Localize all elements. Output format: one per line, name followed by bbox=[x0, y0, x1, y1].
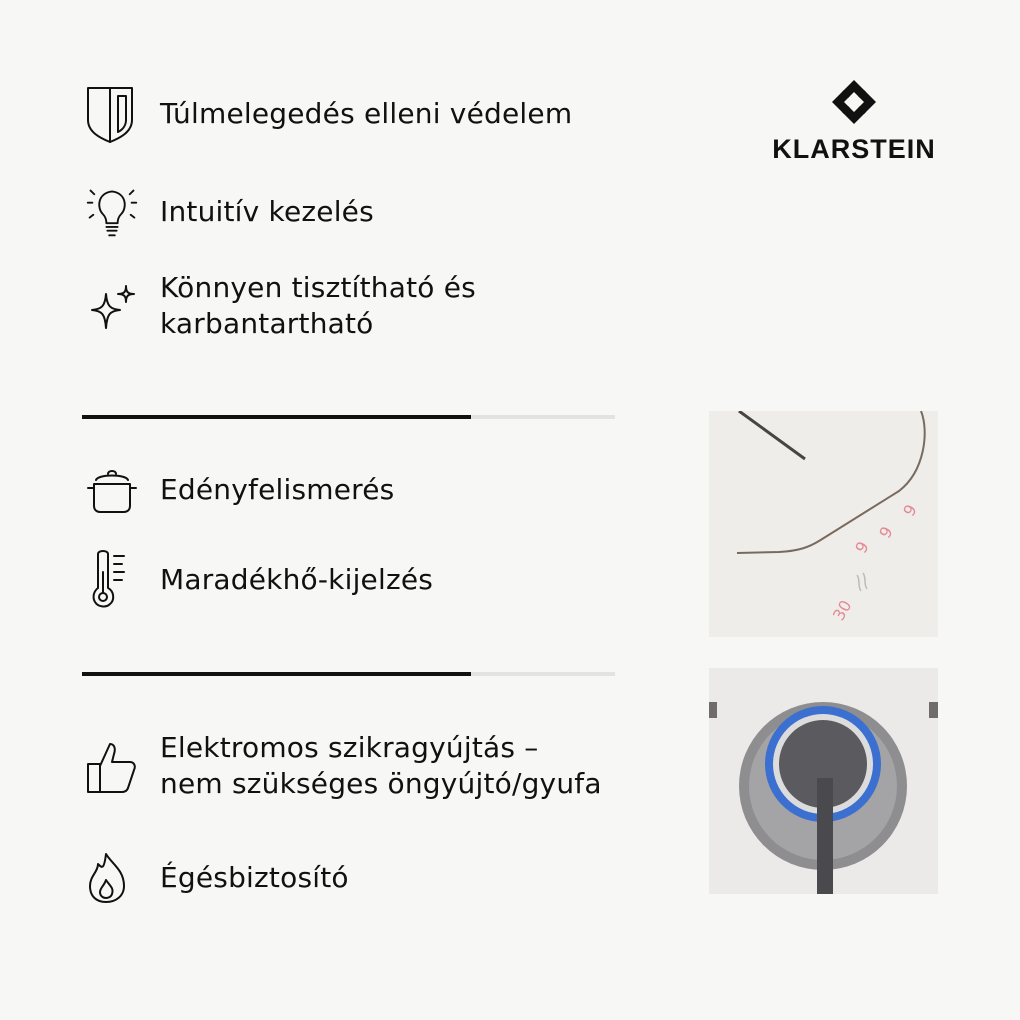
divider-progress bbox=[82, 672, 471, 676]
feature-pot-detection bbox=[84, 460, 394, 520]
feature-label: Égésbiztosító bbox=[160, 861, 349, 894]
zone-indicator: 9 bbox=[851, 538, 873, 557]
klarstein-logo-icon bbox=[832, 80, 876, 124]
brand-name: KLARSTEIN bbox=[772, 134, 936, 164]
thermometer-icon bbox=[84, 550, 140, 610]
feature-label: Intuitív kezelés bbox=[160, 195, 374, 228]
feature-label-line-2: nem szükséges öngyújtó/gyufa bbox=[160, 767, 602, 800]
zone-indicator: 9 bbox=[899, 501, 921, 520]
section-divider bbox=[82, 415, 615, 419]
shield-icon bbox=[84, 84, 140, 144]
zone-indicator: 9 bbox=[875, 523, 897, 542]
thumbs-up-icon bbox=[84, 736, 140, 796]
cooking-pot-icon bbox=[84, 460, 140, 520]
feature-electric-ignition bbox=[84, 730, 602, 802]
lightbulb-icon bbox=[84, 182, 140, 242]
sparkle-icon bbox=[84, 276, 140, 336]
feature-overheat-protection bbox=[84, 84, 572, 144]
feature-label-line-1: Könnyen tisztítható és bbox=[160, 271, 476, 304]
feature-label: Maradékhő-kijelzés bbox=[160, 563, 434, 596]
divider-progress bbox=[82, 415, 471, 419]
gas-burner-image bbox=[709, 668, 938, 894]
induction-hob-image bbox=[709, 411, 938, 637]
feature-residual-heat bbox=[84, 550, 433, 610]
feature-label-line-2: karbantartható bbox=[160, 307, 374, 340]
feature-label: Túlmelegedés elleni védelem bbox=[160, 97, 573, 130]
feature-intuitive-control bbox=[84, 182, 374, 242]
feature-flame-safety bbox=[84, 848, 349, 908]
flame-icon bbox=[84, 848, 140, 908]
feature-label: Edényfelismerés bbox=[160, 473, 395, 506]
section-divider bbox=[82, 672, 615, 676]
feature-easy-cleaning bbox=[84, 270, 476, 342]
brand-logo bbox=[766, 80, 942, 165]
timer-indicator: 30 bbox=[828, 596, 856, 624]
feature-label-line-1: Elektromos szikragyújtás – bbox=[160, 731, 539, 764]
